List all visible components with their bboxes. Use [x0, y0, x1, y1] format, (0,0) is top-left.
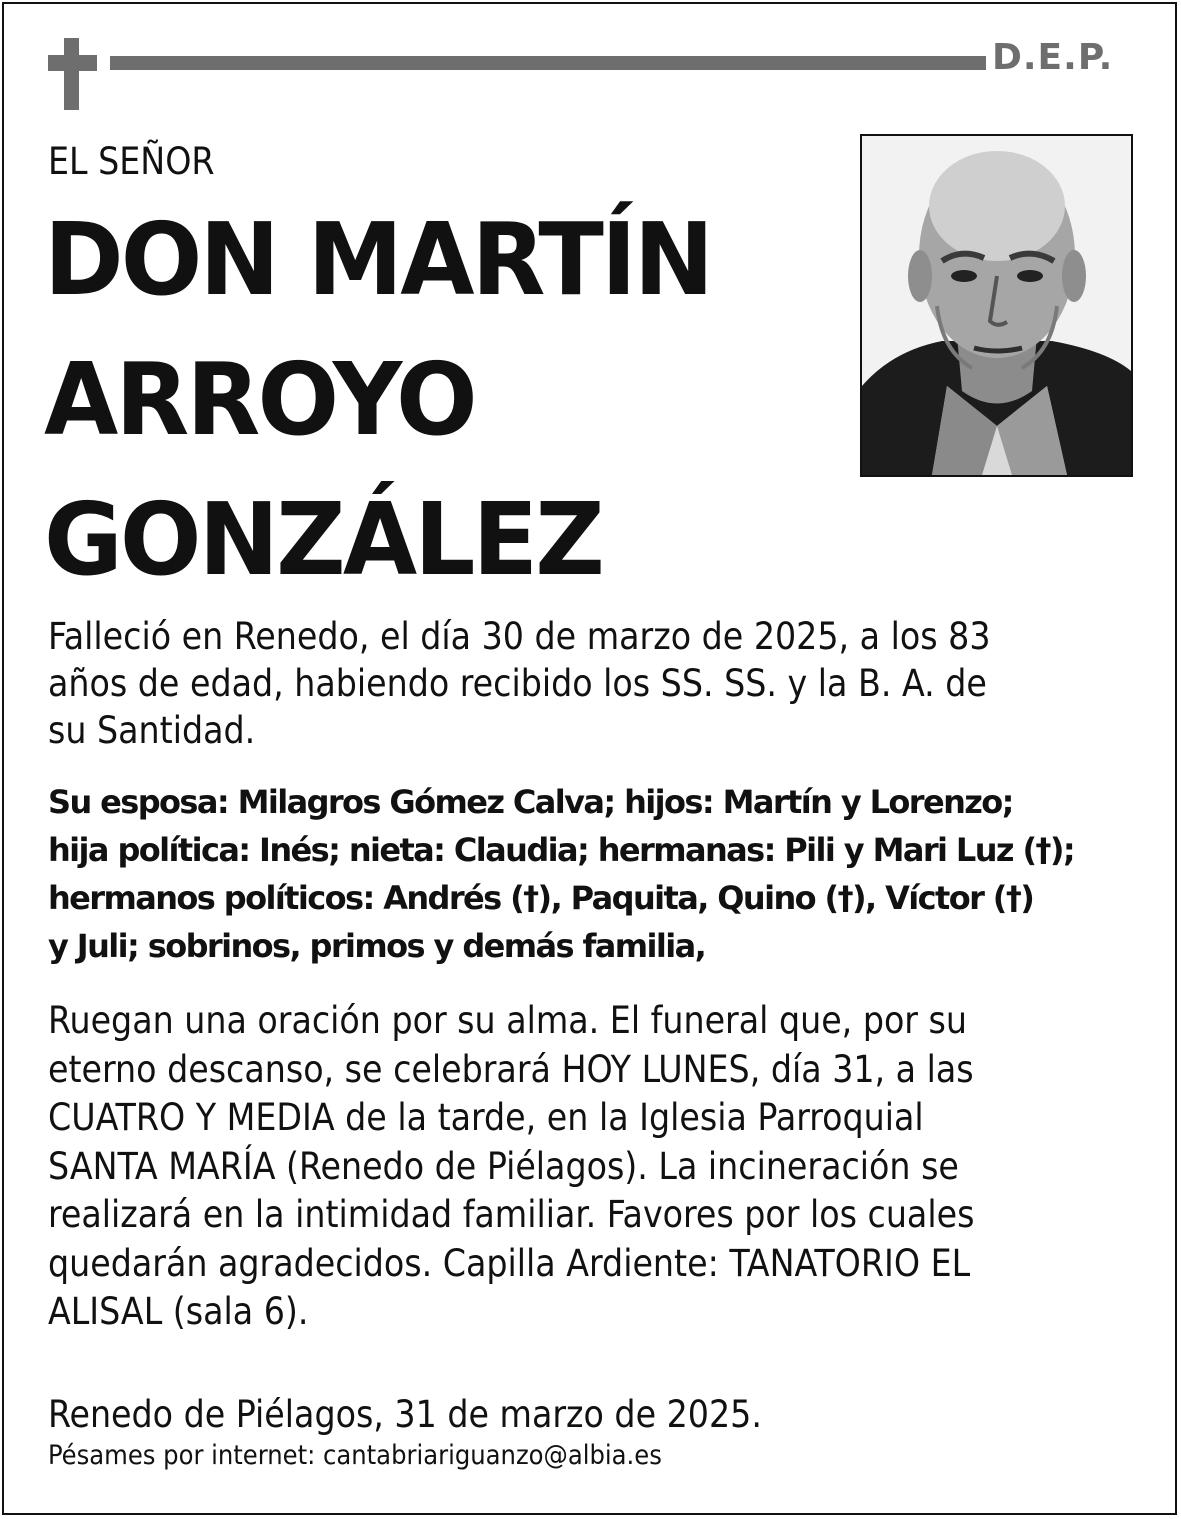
header-rule [110, 56, 986, 70]
place-and-date: Renedo de Piélagos, 31 de marzo de 2025. [48, 1393, 762, 1436]
name-line: GONZÁLEZ [44, 481, 602, 598]
death-notice-text: Falleció en Renedo, el día 30 de marzo de 2025, a los 83 años de edad, habiendo recibido los SS. SS. y la B. A. de su Santidad. [48, 615, 991, 752]
funeral-details: Ruegan una oración por su alma. El funeral que, por su eterno descanso, se celebrará HOY LUNES, día 31, a las CUATRO Y MEDIA de la tarde, en la Iglesia Parroquial SANTA MARÍA (Renedo de Piélagos). La incineración se realizará en la intimidad familiar. Favores por los cuales quedarán agradecidos. Capilla Ardiente: TANATORIO EL ALISAL (sala 6). [48, 999, 975, 1333]
deceased-name [44, 190, 793, 610]
honorific: EL SEÑOR [48, 140, 215, 183]
family-list: Su esposa: Milagros Gómez Calva; hijos: Martín y Lorenzo; hija política: Inés; nieta: Claudia; hermanas: Pili y Mari Luz (†); hermanos políticos: Andrés (†), Paquita, Quino (†), Víctor (†) y Juli; sobrinos, primos y demás familia, [48, 783, 1075, 965]
name-line: ARROYO [44, 341, 475, 458]
deceased-photo [860, 134, 1133, 477]
portrait-image [862, 136, 1131, 475]
dep-label: D.E.P. [992, 37, 1114, 78]
condolences-email: Pésames por internet: cantabriariguanzo@albia.es [48, 1440, 662, 1471]
name-line: DON MARTÍN [44, 201, 712, 318]
